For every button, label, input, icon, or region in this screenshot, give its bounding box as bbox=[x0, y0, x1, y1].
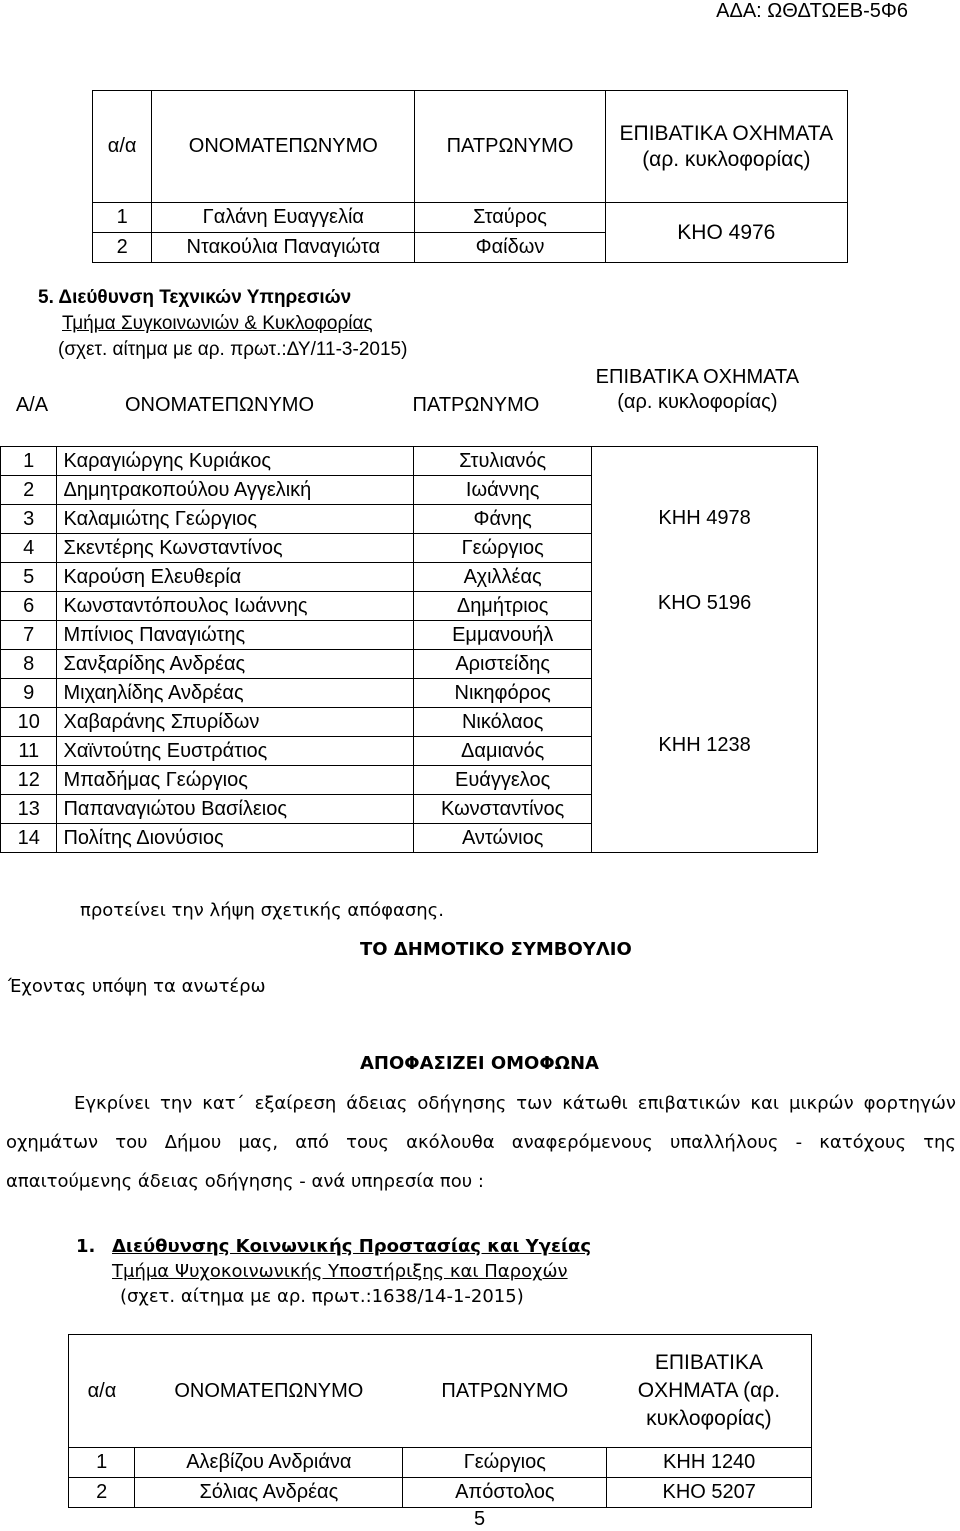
table-cell-father: Αντώνιος bbox=[414, 824, 592, 853]
table-row: 2 bbox=[69, 1478, 135, 1508]
table-row: 5 bbox=[1, 563, 57, 592]
section-5-ref: (σχετ. αίτημα με αρ. πρωτ.:ΔΥ/11-3-2015) bbox=[58, 339, 408, 360]
section-1-ref: (σχετ. αίτημα με αρ. πρωτ.:1638/14-1-2015) bbox=[120, 1286, 524, 1307]
table-1-header-vehicle: ΕΠΙΒΑΤΙΚΑ ΟΧΗΜΑΤΑ (αρ. κυκλοφορίας) bbox=[605, 91, 847, 203]
table-1-vehicle: ΚΗΟ 4976 bbox=[605, 203, 847, 263]
table-1-header-num: α/α bbox=[93, 91, 152, 203]
table-2-header-father: ΠΑΤΡΩΝΥΜΟ bbox=[412, 393, 540, 416]
table-2-header-num: Α/Α bbox=[1, 363, 64, 448]
table-cell-name: Καρούση Ελευθερία bbox=[57, 563, 414, 592]
table-cell-name: Καλαμιώτης Γεώργιος bbox=[57, 505, 414, 534]
document-id: ΑΔΑ: ΩΘΔΤΩΕΒ-5Φ6 bbox=[716, 0, 908, 22]
table-cell-vehicle: ΚΗΟ 5207 bbox=[607, 1478, 812, 1508]
table-cell-vehicle: ΚΗΗ 1240 bbox=[607, 1448, 812, 1478]
table-row: 1 bbox=[69, 1448, 135, 1478]
table-row: 2 bbox=[93, 233, 152, 263]
table-cell-name: Σόλιας Ανδρέας bbox=[135, 1478, 403, 1508]
table-cell-father: Απόστολος bbox=[403, 1478, 607, 1508]
table-cell-father: Νικόλαος bbox=[414, 708, 592, 737]
decides-heading: ΑΠΟΦΑΣΙΖΕΙ ΟΜΟΦΩΝΑ bbox=[360, 1053, 599, 1074]
table-cell-father: Γεώργιος bbox=[403, 1448, 607, 1478]
table-cell-father: Νικηφόρος bbox=[414, 679, 592, 708]
table-cell-vehicle: ΚΗΟ 5196 bbox=[657, 592, 752, 614]
table-cell-name: Σκεντέρης Κωνσταντίνος bbox=[57, 534, 414, 563]
table-cell-father: Δημήτριος bbox=[414, 592, 592, 621]
table-3-header-father: ΠΑΤΡΩΝΥΜΟ bbox=[403, 1335, 607, 1448]
table-1-header-name: ΟΝΟΜΑΤΕΠΩΝΥΜΟ bbox=[152, 91, 415, 203]
table-cell-father: Στυλιανός bbox=[414, 447, 592, 476]
table-2-header-name: ΟΝΟΜΑΤΕΠΩΝΥΜΟ bbox=[124, 393, 315, 416]
table-cell-name: Σανξαρίδης Ανδρέας bbox=[57, 650, 414, 679]
table-row: 2 bbox=[1, 476, 57, 505]
table-row: 8 bbox=[1, 650, 57, 679]
having-text: Έχοντας υπόψη τα ανωτέρω bbox=[8, 976, 266, 997]
table-cell-name: Χαϊντούτης Ευστράτιος bbox=[57, 737, 414, 766]
table-cell-vehicle: ΚΗΗ 4978 bbox=[658, 507, 751, 529]
table-cell-father: Γεώργιος bbox=[414, 534, 592, 563]
table-cell-name: Δημητρακοπούλου Αγγελική bbox=[57, 476, 414, 505]
table-2-header-vehicle: ΕΠΙΒΑΤΙΚΑ ΟΧΗΜΑΤΑ (αρ. κυκλοφορίας) bbox=[595, 365, 800, 413]
table-cell-name: Καραγιώργης Κυριάκος bbox=[57, 447, 414, 476]
table-cell-name: Μιχαηλίδης Ανδρέας bbox=[57, 679, 414, 708]
table-1 bbox=[92, 90, 848, 263]
table-3-header-vehicle: ΕΠΙΒΑΤΙΚΑ ΟΧΗΜΑΤΑ (αρ. κυκλοφορίας) bbox=[607, 1335, 812, 1448]
table-cell-vehicle: ΚΗΗ 1238 bbox=[658, 734, 751, 756]
table-row: 4 bbox=[1, 534, 57, 563]
table-cell-father: Αχιλλέας bbox=[414, 563, 592, 592]
table-row: 12 bbox=[1, 766, 57, 795]
table-cell-father: Κωνσταντίνος bbox=[414, 795, 592, 824]
table-cell-name: Κωνσταντόπουλος Ιωάννης bbox=[57, 592, 414, 621]
table-3-header-name: ΟΝΟΜΑΤΕΠΩΝΥΜΟ bbox=[135, 1335, 403, 1448]
table-2-body bbox=[0, 446, 818, 853]
council-heading: ΤΟ ΔΗΜΟΤΙΚΟ ΣΥΜΒΟΥΛΙΟ bbox=[360, 939, 632, 960]
table-row: 13 bbox=[1, 795, 57, 824]
table-row: 6 bbox=[1, 592, 57, 621]
table-2-vehicle-column bbox=[592, 447, 818, 853]
page-number: 5 bbox=[474, 1508, 486, 1530]
table-row: 3 bbox=[1, 505, 57, 534]
table-row: 10 bbox=[1, 708, 57, 737]
table-cell-father: Δαμιανός bbox=[414, 737, 592, 766]
table-cell-father: Εμμανουήλ bbox=[414, 621, 592, 650]
table-cell-name: Γαλάνη Ευαγγελία bbox=[152, 203, 415, 233]
table-3 bbox=[68, 1334, 812, 1508]
table-row: 1 bbox=[1, 447, 57, 476]
table-cell-father: Σταύρος bbox=[415, 203, 605, 233]
table-3-header-num: α/α bbox=[69, 1335, 135, 1448]
table-2 bbox=[0, 362, 818, 448]
table-cell-name: Ντακούλια Παναγιώτα bbox=[152, 233, 415, 263]
table-row: 9 bbox=[1, 679, 57, 708]
table-cell-name: Χαβαράνης Σπυρίδων bbox=[57, 708, 414, 737]
table-row: 7 bbox=[1, 621, 57, 650]
section-5-title: 5. Διεύθυνση Τεχνικών Υπηρεσιών bbox=[38, 287, 352, 308]
table-cell-father: Φαίδων bbox=[415, 233, 605, 263]
table-row: 11 bbox=[1, 737, 57, 766]
table-row: 1 bbox=[93, 203, 152, 233]
section-1-title: Διεύθυνσης Κοινωνικής Προστασίας και Υγείας bbox=[112, 1236, 592, 1257]
section-1-num: 1. bbox=[76, 1236, 96, 1257]
table-cell-father: Ιωάννης bbox=[414, 476, 592, 505]
approval-paragraph: Εγκρίνει την κατ΄ εξαίρεση άδειας οδήγησης των κάτωθι επιβατικών και μικρών φορτηγών οχημάτων του Δήμου μας, από τους ακόλουθα αναφερόμενους υπαλλήλους - κατόχους της απαιτούμενης άδειας οδήγησης - ανά υπηρεσία που : bbox=[6, 1093, 956, 1192]
proposes-text: προτείνει την λήψη σχετικής απόφασης. bbox=[80, 900, 444, 921]
table-cell-father: Αριστείδης bbox=[414, 650, 592, 679]
table-cell-name: Παπαναγιώτου Βασίλειος bbox=[57, 795, 414, 824]
table-cell-name: Μπίνιος Παναγιώτης bbox=[57, 621, 414, 650]
table-cell-father: Φάνης bbox=[414, 505, 592, 534]
table-cell-name: Μπαδήμας Γεώργιος bbox=[57, 766, 414, 795]
table-cell-father: Ευάγγελος bbox=[414, 766, 592, 795]
table-row: 14 bbox=[1, 824, 57, 853]
section-5-subtitle: Τμήμα Συγκοινωνιών & Κυκλοφορίας bbox=[62, 313, 373, 334]
section-1-subtitle: Τμήμα Ψυχοκοινωνικής Υποστήριξης και Παροχών bbox=[112, 1261, 568, 1282]
table-1-header-father: ΠΑΤΡΩΝΥΜΟ bbox=[415, 91, 605, 203]
table-cell-name: Πολίτης Διονύσιος bbox=[57, 824, 414, 853]
table-cell-name: Αλεβίζου Ανδριάνα bbox=[135, 1448, 403, 1478]
